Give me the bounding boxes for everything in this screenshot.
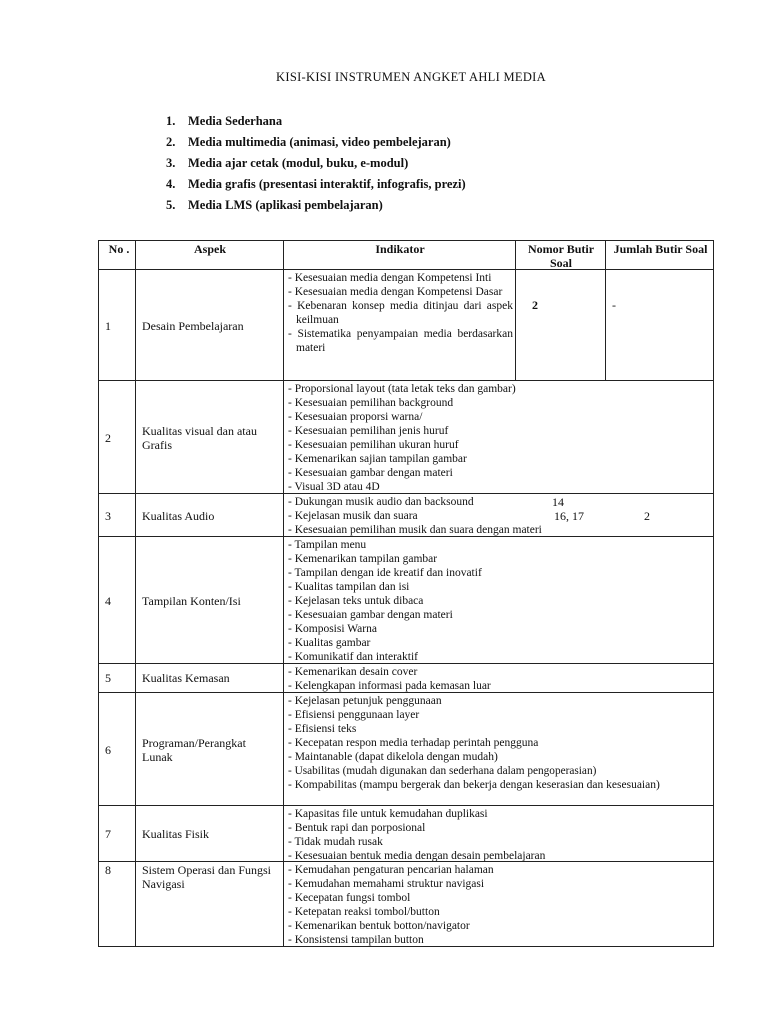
table-row (98, 380, 714, 494)
indikator-item: - Kesesuaian media dengan Kompetensi Dasar (288, 286, 503, 298)
row-number: 1 (105, 319, 111, 333)
table-row (98, 861, 714, 947)
page-title: KISI-KISI INSTRUMEN ANGKET AHLI MEDIA (276, 70, 546, 84)
indikator-item: - Kejelasan musik dan suara (288, 510, 418, 522)
row-number: 5 (105, 671, 111, 685)
row-number: 2 (105, 431, 111, 445)
indikator-item: - Kejelasan petunjuk penggunaan (288, 695, 442, 707)
row-no-cell (99, 270, 135, 380)
header-aspek: Aspek (135, 241, 284, 269)
header-nomor-butir-soal: Nomor Butir Soal (515, 241, 606, 269)
jumlah-butir-soal: - (612, 298, 616, 312)
indikator-item: - Maintanable (dapat dikelola dengan mudah) (288, 751, 498, 763)
indikator-item: - Dukungan musik audio dan backsound (288, 496, 474, 508)
row-aspek: Kualitas Fisik (142, 827, 210, 841)
row-aspek-cell (135, 270, 284, 380)
row-aspek: Programan/Perangkat Lunak (142, 736, 246, 764)
nomor-butir-soal: 16, 17 (554, 509, 584, 523)
table-row (98, 269, 714, 381)
indikator-item: - Kesesuaian media dengan Kompetensi Inti (288, 272, 492, 284)
row-number: 4 (105, 594, 111, 608)
indikator-item: - Tampilan dengan ide kreatif dan inovatif (288, 567, 482, 579)
row-aspek: Kualitas visual dan atau Grafis (142, 424, 257, 452)
row-aspek: Kualitas Kemasan (142, 671, 230, 685)
indikator-item: - Ketepatan reaksi tombol/button (288, 906, 440, 918)
indikator-list (288, 538, 709, 664)
indikator-list (288, 665, 709, 693)
indikator-list (288, 271, 513, 355)
indikator-item: - Usabilitas (mudah digunakan dan sederhana dalam pengoperasian) (288, 765, 597, 777)
indikator-item: - Kemenarikan sajian tampilan gambar (288, 453, 467, 465)
list-item: 3. Media ajar cetak (modul, buku, e-modul) (166, 156, 409, 170)
row-jumlah-cell (605, 270, 715, 380)
row-aspek: Tampilan Konten/Isi (142, 594, 241, 608)
row-number: 7 (105, 827, 111, 841)
table-row (98, 493, 714, 537)
indikator-item: - Komposisi Warna (288, 623, 377, 635)
indikator-item: - Bentuk rapi dan porposional (288, 822, 426, 834)
list-item: 1. Media Sederhana (166, 114, 283, 128)
jumlah-butir-soal: 2 (644, 509, 650, 523)
indikator-item: - Kesesuaian pemilihan musik dan suara dengan materi (288, 524, 542, 536)
indikator-item: - Kemenarikan bentuk botton/navigator (288, 920, 470, 932)
indikator-item: - Kesesuaian gambar dengan materi (288, 609, 453, 621)
indikator-item: - Efisiensi teks (288, 723, 357, 735)
indikator-item: - Kecepatan fungsi tombol (288, 892, 411, 904)
table-header (98, 240, 714, 270)
indikator-item: - Kesesuaian bentuk media dengan desain pembelajaran (288, 850, 546, 862)
indikator-item: - Konsistensi tampilan button (288, 934, 424, 946)
row-aspek: Sistem Operasi dan Fungsi Navigasi (142, 863, 271, 891)
table-row (98, 805, 714, 862)
indikator-item: - Kompabilitas (mampu bergerak dan bekerja dengan keserasian dan kesesuaian) (288, 779, 660, 791)
indikator-item: - Kecepatan respon media terhadap perintah pengguna (288, 737, 539, 749)
indikator-item: - Kesesuaian pemilihan jenis huruf (288, 425, 449, 437)
row-nomor-cell (515, 270, 606, 380)
header-no: No . (108, 242, 130, 256)
indikator-item: - Kesesuaian pemilihan background (288, 397, 454, 409)
indikator-item: - Kesesuaian gambar dengan materi (288, 467, 453, 479)
row-number: 3 (105, 509, 111, 523)
list-item: 5. Media LMS (aplikasi pembelajaran) (166, 198, 383, 212)
table-row (98, 536, 714, 664)
indikator-item: - Kemudahan pengaturan pencarian halaman (288, 864, 494, 876)
indikator-item: - Kemenarikan tampilan gambar (288, 553, 438, 565)
indikator-item: - Kualitas gambar (288, 637, 371, 649)
indikator-list (288, 694, 709, 792)
table-row (98, 663, 714, 693)
row-aspek: Kualitas Audio (142, 509, 215, 523)
indikator-item: - Kejelasan teks untuk dibaca (288, 595, 424, 607)
indikator-item: - Kesesuaian pemilihan ukuran huruf (288, 439, 459, 451)
indikator-item: - Komunikatif dan interaktif (288, 651, 418, 663)
list-item: 2. Media multimedia (animasi, video pembelejaran) (166, 135, 451, 149)
nomor-butir-soal: 2 (532, 298, 538, 312)
indikator-item: - Tampilan menu (288, 539, 367, 551)
indikator-item: - Efisiensi penggunaan layer (288, 709, 420, 721)
indikator-item: - Kemudahan memahami struktur navigasi (288, 878, 485, 890)
list-item: 4. Media grafis (presentasi interaktif, infografis, prezi) (166, 177, 466, 191)
indikator-item: - Kemenarikan desain cover (288, 666, 418, 678)
indikator-list (288, 382, 709, 494)
indikator-item: - Visual 3D atau 4D (288, 481, 380, 493)
indikator-item: - Kapasitas file untuk kemudahan duplikasi (288, 808, 488, 820)
header-jumlah-butir-soal: Jumlah Butir Soal (605, 241, 715, 269)
indikator-item: - Kualitas tampilan dan isi (288, 581, 410, 593)
header-indikator: Indikator (283, 241, 516, 269)
indikator-item: - Proporsional layout (tata letak teks dan gambar) (288, 383, 516, 395)
row-indikator-cell (283, 270, 516, 380)
indikator-list (288, 863, 709, 947)
indikator-item: - Kelengkapan informasi pada kemasan luar (288, 680, 491, 692)
row-aspek: Desain Pembelajaran (142, 319, 244, 333)
nomor-butir-soal: 14 (552, 495, 564, 509)
indikator-item: - Kesesuaian proporsi warna/ (288, 411, 423, 423)
table-row (98, 692, 714, 806)
row-number: 6 (105, 743, 111, 757)
indikator-item: - Tidak mudah rusak (288, 836, 383, 848)
indikator-item: - Sistematika penyampaian media berdasarkan materi (288, 328, 513, 354)
indikator-list (288, 807, 709, 863)
media-type-list (166, 113, 466, 218)
indikator-item: - Kebenaran konsep media ditinjau dari aspek keilmuan (288, 300, 513, 326)
row-number: 8 (105, 863, 111, 877)
